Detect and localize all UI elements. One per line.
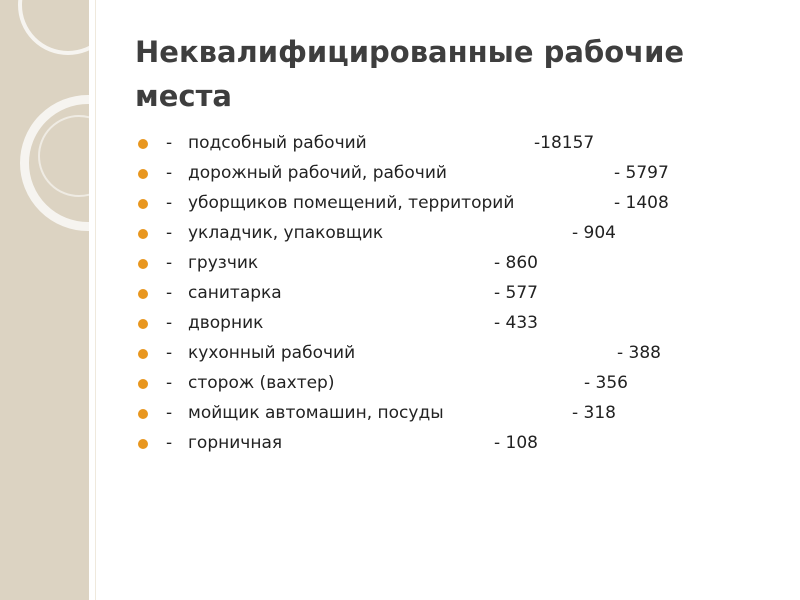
bullet-icon [138,379,148,389]
list-item [0,278,800,308]
occupation-label: горничная [188,433,283,453]
dash-marker: - [166,253,173,273]
list-item [0,248,800,278]
list-item [0,428,800,458]
vacancy-count: - 860 [494,253,538,273]
occupation-label: уборщиков помещений, территорий [188,193,515,213]
occupation-label: сторож (вахтер) [188,373,335,393]
list-item [0,218,800,248]
occupation-label: грузчик [188,253,259,273]
list-item [0,158,800,188]
bullet-icon [138,409,148,419]
occupation-label: мойщик автомашин, посуды [188,403,444,423]
occupation-label: укладчик, упаковщик [188,223,384,243]
occupation-list [0,128,800,468]
vacancy-count: - 904 [572,223,616,243]
dash-marker: - [166,283,173,303]
dash-marker: - [166,433,173,453]
bullet-icon [138,289,148,299]
vacancy-count: - 108 [494,433,538,453]
dash-marker: - [166,343,173,363]
vacancy-count: -18157 [534,133,595,153]
occupation-label: дорожный рабочий, рабочий [188,163,447,183]
dash-marker: - [166,133,173,153]
vacancy-count: - 356 [584,373,628,393]
list-item [0,128,800,158]
vacancy-count: - 577 [494,283,538,303]
bullet-icon [138,229,148,239]
dash-marker: - [166,193,173,213]
bullet-icon [138,139,148,149]
slide-title: Неквалифицированные рабочие места [135,35,685,113]
vacancy-count: - 5797 [614,163,669,183]
vacancy-count: - 318 [572,403,616,423]
vacancy-count: - 433 [494,313,538,333]
dash-marker: - [166,223,173,243]
bullet-icon [138,199,148,209]
occupation-label: подсобный рабочий [188,133,367,153]
occupation-label: дворник [188,313,264,333]
decorative-ring [18,0,89,55]
vacancy-count: - 1408 [614,193,669,213]
list-item [0,398,800,428]
dash-marker: - [166,403,173,423]
occupation-label: кухонный рабочий [188,343,356,363]
occupation-label: санитарка [188,283,282,303]
bullet-icon [138,319,148,329]
dash-marker: - [166,313,173,333]
dash-marker: - [166,373,173,393]
bullet-icon [138,349,148,359]
list-item [0,368,800,398]
bullet-icon [138,169,148,179]
bullet-icon [138,259,148,269]
list-item [0,188,800,218]
bullet-icon [138,439,148,449]
dash-marker: - [166,163,173,183]
vacancy-count: - 388 [617,343,661,363]
list-item [0,338,800,368]
list-item [0,308,800,338]
